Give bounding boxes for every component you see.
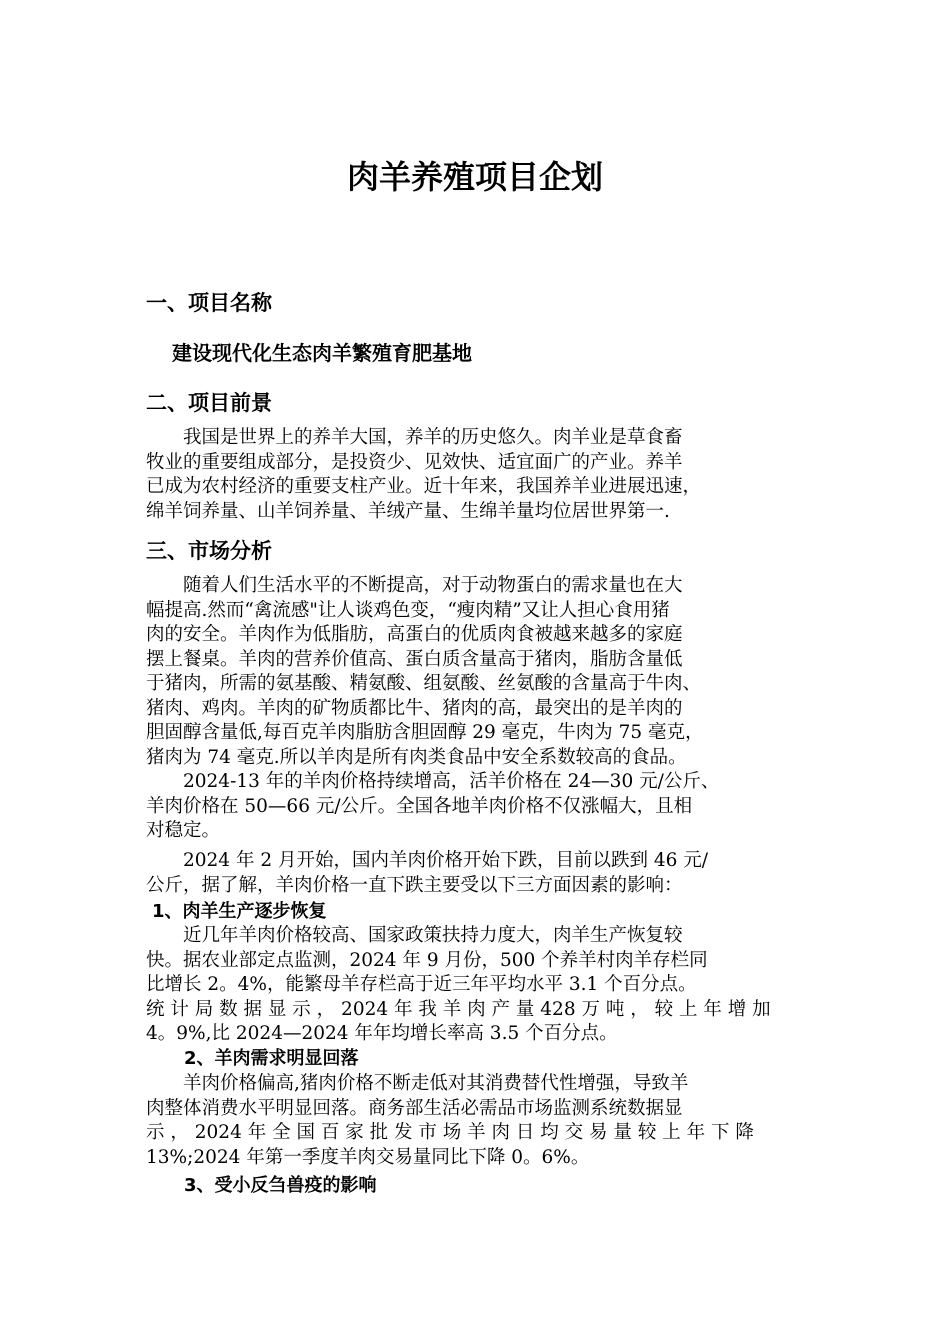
text-line: 4。9%,比 2024—2024 年年均增长率高 3.5 个百分点。 bbox=[146, 1023, 618, 1044]
subheading-demand-decline: 2、羊肉需求明显回落 bbox=[184, 1048, 359, 1069]
text-line: 对稳定。 bbox=[146, 820, 221, 841]
text-line: 已成为农村经济的重要支柱产业。近十年来，我国养羊业进展迅速， bbox=[146, 476, 702, 497]
project-name-text: 建设现代化生态肉羊繁殖育肥基地 bbox=[172, 341, 472, 365]
document-title: 肉羊养殖项目企划 bbox=[346, 158, 603, 196]
demand-decline-paragraph bbox=[146, 1072, 806, 1170]
text-line: 幅提高.然而“禽流感"让人谈鸡色变，“瘦肉精”又让人担心食用猪 bbox=[146, 599, 670, 621]
text-line: 胆固醇含量低,每百克羊肉脂肪含胆固醇 29 毫克，牛肉为 75 毫克， bbox=[146, 722, 704, 743]
text-line: 肉整体消费水平明显回落。商务部生活必需品市场监测系统数据显 bbox=[146, 1097, 683, 1119]
market-paragraph-2 bbox=[146, 770, 806, 844]
text-line: 2024 年 2 月开始，国内羊肉价格开始下跌，目前以跌到 46 元/ bbox=[146, 850, 709, 871]
section-heading-prospects: 二、项目前景 bbox=[146, 391, 272, 415]
text-line: 肉的安全。羊肉作为低脂肪，高蛋白的优质肉食被越来越多的家庭 bbox=[146, 624, 683, 645]
text-line: 公斤，据了解，羊肉价格一直下跌主要受以下三方面因素的影响： bbox=[146, 874, 683, 896]
text-line: 猪肉、鸡肉。羊肉的矿物质都比牛、猪肉的高，最突出的是羊肉的 bbox=[146, 697, 683, 719]
text-line: 羊肉价格在 50—66 元/公斤。全国各地羊肉价格不仅涨幅大，且相 bbox=[146, 795, 693, 817]
text-line: 快。据农业部定点监测，2024 年 9 月份，500 个养羊村肉羊存栏同 bbox=[146, 949, 708, 971]
text-line: 我国是世界上的养羊大国，养羊的历史悠久。肉羊业是草食畜 bbox=[146, 427, 683, 448]
text-line: 绵羊饲养量、山羊饲养量、羊绒产量、生绵羊量均位居世界第一. bbox=[146, 500, 670, 522]
section-heading-project-name: 一、项目名称 bbox=[146, 291, 272, 315]
text-line: 2024-13 年的羊肉价格持续增高，活羊价格在 24—30 元/公斤、 bbox=[146, 771, 720, 792]
subheading-production-recovery: 1、肉羊生产逐步恢复 bbox=[152, 901, 327, 922]
text-line: 示 ， 2024 年 全 国 百 家 批 发 市 场 羊 肉 日 均 交 易 量 较 上 年 下 降 bbox=[146, 1122, 754, 1143]
text-line: 近几年羊肉价格较高、国家政策扶持力度大，肉羊生产恢复较 bbox=[146, 925, 683, 946]
text-line: 统 计 局 数 据 显 示 ， 2024 年 我 羊 肉 产 量 428 万 吨 ， 较 上 年 增 加 bbox=[146, 998, 771, 1020]
subheading-ppr-impact: 3、受小反刍兽疫的影响 bbox=[184, 1175, 377, 1196]
text-line: 猪肉为 74 毫克.所以羊肉是所有肉类食品中安全系数较高的食品。 bbox=[146, 746, 687, 768]
text-line: 随着人们生活水平的不断提高，对于动物蛋白的需求量也在大 bbox=[146, 575, 683, 596]
market-paragraph-1 bbox=[146, 574, 806, 770]
text-line: 摆上餐桌。羊肉的营养价值高、蛋白质含量高于猪肉，脂肪含量低 bbox=[146, 648, 683, 670]
text-line: 13%;2024 年第一季度羊肉交易量同比下降 0。6%。 bbox=[146, 1146, 590, 1168]
production-recovery-paragraph bbox=[146, 924, 806, 1047]
section-heading-market-analysis: 三、市场分析 bbox=[146, 539, 272, 563]
text-line: 羊肉价格偏高,猪肉价格不断走低对其消费替代性增强，导致羊 bbox=[146, 1073, 689, 1094]
text-line: 牧业的重要组成部分，是投资少、见效快、适宜面广的产业。养羊 bbox=[146, 451, 683, 473]
market-paragraph-3 bbox=[146, 849, 806, 898]
prospects-paragraph bbox=[146, 426, 806, 524]
text-line: 比增长 2。4%，能繁母羊存栏高于近三年平均水平 3.1 个百分点。 bbox=[146, 974, 697, 995]
text-line: 于猪肉，所需的氨基酸、精氨酸、组氨酸、丝氨酸的含量高于牛肉、 bbox=[146, 673, 702, 694]
